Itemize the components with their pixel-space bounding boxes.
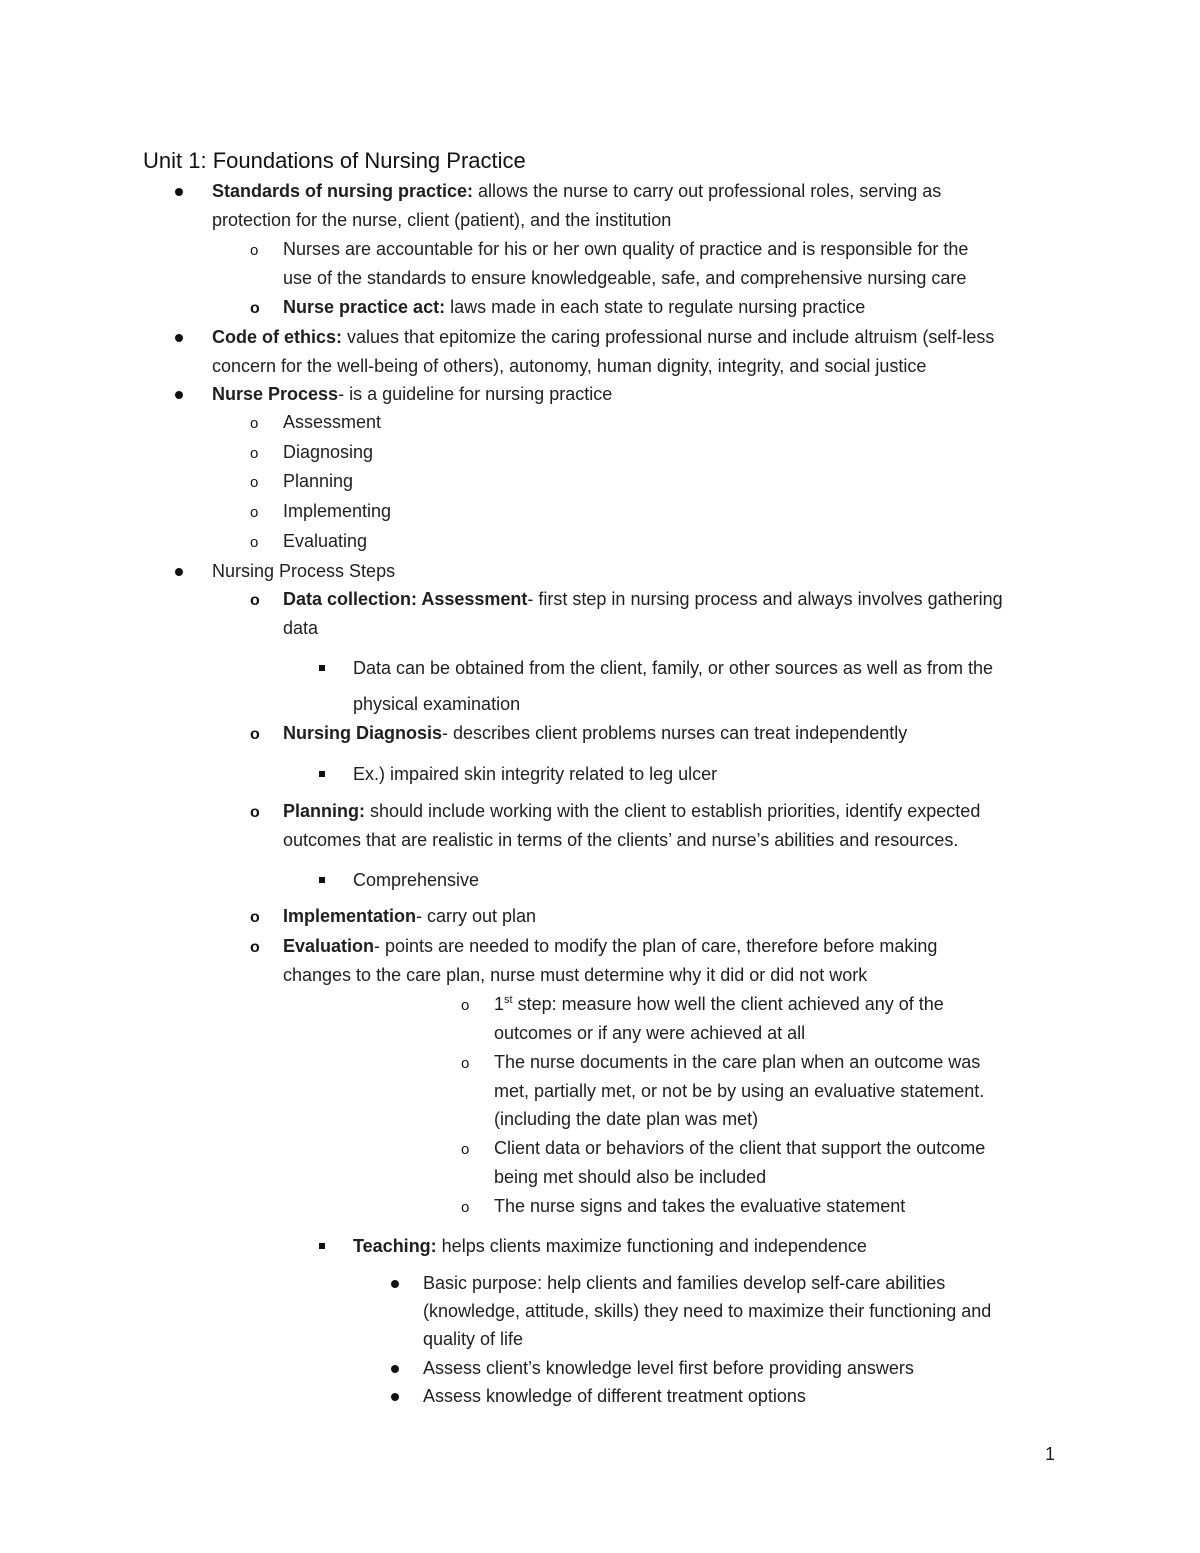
line-ethics: Code of ethics: values that epitomize the caring professional nurse and include altruism (self-less (212, 327, 995, 347)
bullet-icon (391, 1365, 399, 1373)
circle-bullet-icon: o (250, 534, 259, 551)
line-standards: Standards of nursing practice: allows the nurse to carry out professional roles, serving as (212, 181, 942, 201)
bullet-icon (391, 1393, 399, 1401)
line-accountable: Nurses are accountable for his or her own quality of practice and is responsible for the (283, 239, 969, 259)
bullet-icon (175, 334, 183, 342)
circle-bullet-icon: o (250, 939, 260, 956)
circle-bullet-icon: o (250, 474, 259, 491)
line-standards-cont: protection for the nurse, client (patient), and the institution (212, 210, 672, 230)
line-data-sources: Data can be obtained from the client, family, or other sources as well as from the (353, 658, 993, 678)
line-data-collection: Data collection: Assessment- first step in nursing process and always involves gathering (283, 589, 1003, 609)
line-data-collection-cont: data (283, 618, 319, 638)
line-client-data-cont: being met should also be included (494, 1167, 767, 1187)
circle-bullet-icon: o (250, 592, 260, 609)
circle-bullet-icon: o (250, 726, 260, 743)
circle-bullet-icon: o (250, 804, 260, 821)
line-evaluation-cont: changes to the care plan, nurse must determine why it did or did not work (283, 965, 868, 985)
circle-bullet-icon: o (250, 504, 259, 521)
circle-bullet-icon: o (250, 909, 260, 926)
line-ethics-cont: concern for the well-being of others), autonomy, human dignity, integrity, and social justice (212, 356, 927, 376)
bullet-icon (175, 391, 183, 399)
line-documents-cont2: (including the date plan was met) (494, 1109, 759, 1129)
line-nurse-signs: The nurse signs and takes the evaluative statement (494, 1196, 906, 1216)
line-process-steps: Nursing Process Steps (212, 561, 396, 581)
line-basic-purpose-cont: (knowledge, attitude, skills) they need to maximize their functioning and (423, 1301, 992, 1321)
line-documents: The nurse documents in the care plan when an outcome was (494, 1052, 981, 1072)
line-assess-treatment: Assess knowledge of different treatment options (423, 1386, 806, 1406)
square-bullet-icon (319, 1243, 325, 1249)
line-accountable-cont: use of the standards to ensure knowledgeable, safe, and comprehensive nursing care (283, 268, 967, 288)
line-teaching: Teaching: helps clients maximize functioning and independence (353, 1236, 867, 1256)
square-bullet-icon (319, 665, 325, 671)
circle-bullet-icon: o (250, 445, 259, 462)
line-client-data: Client data or behaviors of the client that support the outcome (494, 1138, 986, 1158)
line-assessment: Assessment (283, 412, 382, 432)
line-evaluating: Evaluating (283, 531, 368, 551)
line-assess-knowledge: Assess client’s knowledge level first before providing answers (423, 1358, 914, 1378)
bullet-icon (391, 1280, 399, 1288)
line-comprehensive: Comprehensive (353, 870, 480, 890)
line-implementing: Implementing (283, 501, 392, 521)
line-diagnosing: Diagnosing (283, 442, 374, 462)
line-data-sources-cont: physical examination (353, 694, 521, 714)
line-nurse-process: Nurse Process- is a guideline for nursing practice (212, 384, 613, 404)
line-planning-step: Planning: should include working with the client to establish priorities, identify expected (283, 801, 981, 821)
line-basic-purpose: Basic purpose: help clients and families develop self-care abilities (423, 1273, 946, 1293)
bullet-icon (175, 568, 183, 576)
line-implementation: Implementation- carry out plan (283, 906, 537, 926)
circle-bullet-icon: o (461, 1199, 470, 1216)
circle-bullet-icon: o (461, 1055, 470, 1072)
line-basic-purpose-cont2: quality of life (423, 1329, 524, 1349)
circle-bullet-icon: o (250, 300, 260, 317)
bullet-icon (175, 188, 183, 196)
page-number: 1 (1045, 1444, 1056, 1464)
line-example: Ex.) impaired skin integrity related to leg ulcer (353, 764, 718, 784)
line-practice-act: Nurse practice act: laws made in each state to regulate nursing practice (283, 297, 866, 317)
circle-bullet-icon: o (250, 242, 259, 259)
square-bullet-icon (319, 771, 325, 777)
line-planning: Planning (283, 471, 354, 491)
line-first-step: 1st step: measure how well the client achieved any of the (494, 994, 944, 1014)
circle-bullet-icon: o (461, 997, 470, 1014)
line-nursing-diagnosis: Nursing Diagnosis- describes client problems nurses can treat independently (283, 723, 908, 743)
line-first-step-cont: outcomes or if any were achieved at all (494, 1023, 806, 1043)
circle-bullet-icon: o (461, 1141, 470, 1158)
page-title: Unit 1: Foundations of Nursing Practice (143, 148, 526, 173)
line-evaluation: Evaluation- points are needed to modify the plan of care, therefore before making (283, 936, 938, 956)
line-documents-cont: met, partially met, or not be by using an evaluative statement. (494, 1081, 985, 1101)
line-planning-step-cont: outcomes that are realistic in terms of the clients’ and nurse’s abilities and resources. (283, 830, 959, 850)
circle-bullet-icon: o (250, 415, 259, 432)
square-bullet-icon (319, 877, 325, 883)
